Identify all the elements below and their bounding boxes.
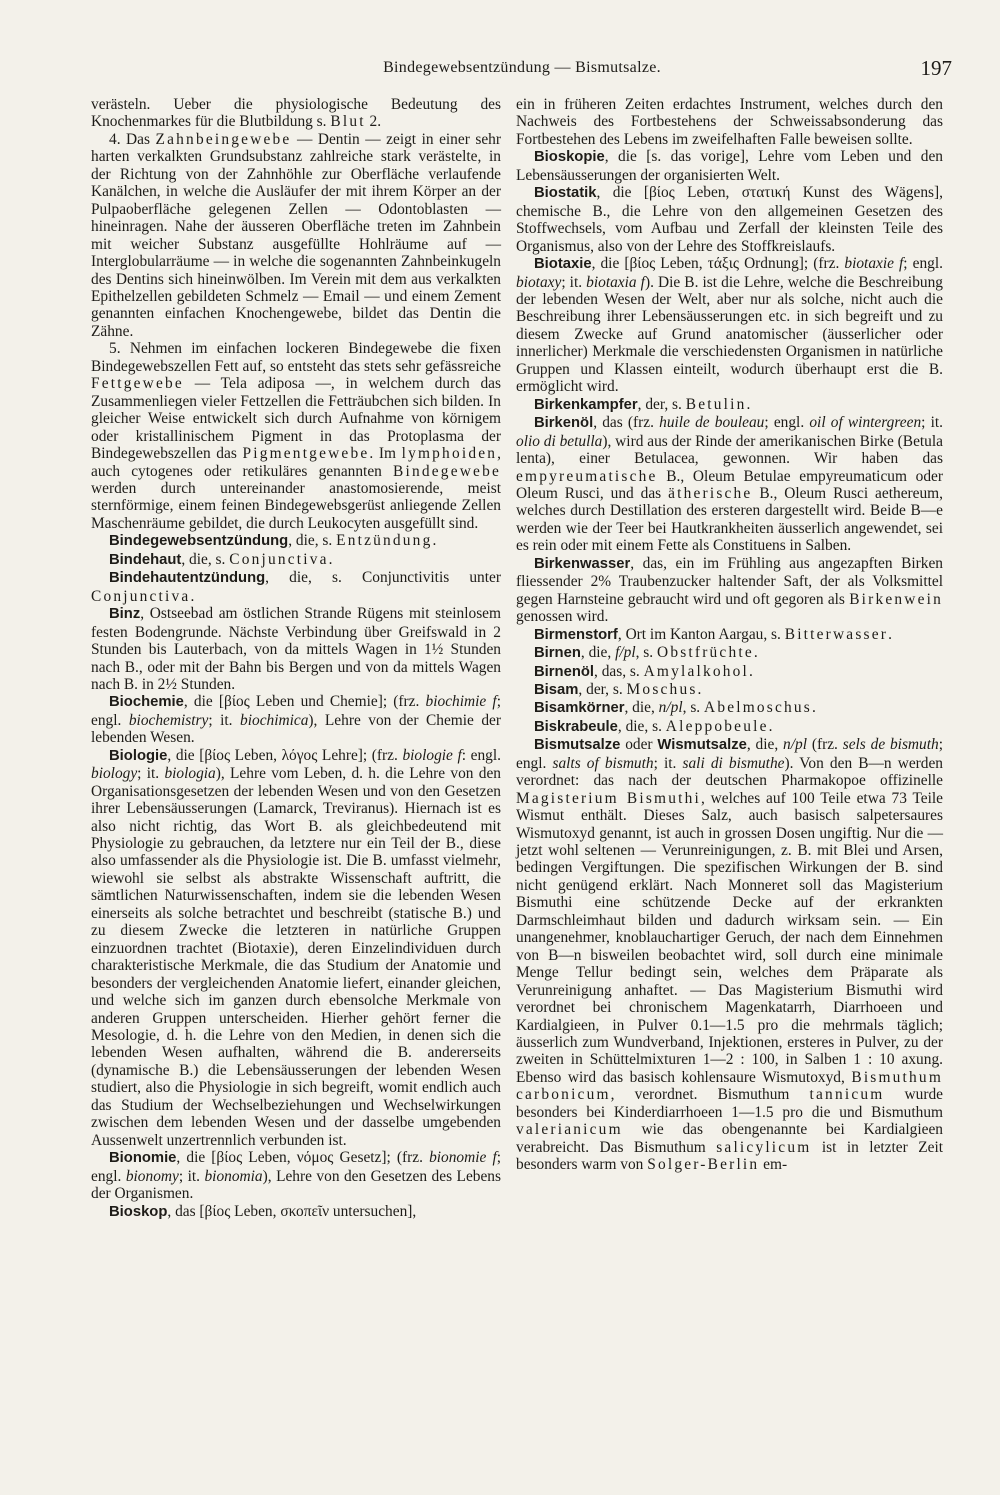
body-text: , der, s. <box>578 680 627 698</box>
dictionary-paragraph <box>516 699 943 717</box>
body-text: , verordnet. Bismuthum <box>610 1086 810 1104</box>
body-text: , Ort im Kanton Aargau, s. <box>617 625 785 643</box>
body-text: . <box>432 532 437 550</box>
body-text: ; it. <box>921 414 943 432</box>
spaced-term: Obstfrüchte <box>657 644 754 662</box>
dictionary-paragraph <box>516 681 943 699</box>
dictionary-paragraph <box>516 396 943 414</box>
italic-term: biotaxie f <box>844 255 904 273</box>
dictionary-paragraph <box>91 569 501 605</box>
body-text: , der, s. <box>637 395 686 413</box>
italic-term: biochimica <box>240 711 309 729</box>
body-text: ; it. <box>561 273 587 291</box>
body-text: B., Oleum Betulae empyreumaticum oder Oleum Rusci, und das <box>516 467 943 502</box>
italic-term: olio di betulla <box>516 432 603 450</box>
dictionary-paragraph <box>91 1149 501 1202</box>
dictionary-paragraph <box>91 340 501 532</box>
body-text: ), Lehre vom Leben, d. h. die Lehre von den Organisationsgesetzen der lebenden Wesen und von den Gesetzen ihrer Lebensäusserungen (Lamarck, Treviranus). Hiernach ist es also nicht richtig, das Wort B. als gleichbedeutend mit Physiologie zu gebrauchen, da letztere nur ein Teil der B., diese also umfassender als die Physiologie ist. Die B. umfasst vielmehr, wiewohl sie selbst als abstrakte Wissenschaft auftritt, die sämtlichen Naturwissenschaften, indem sie die lebenden Wesen einerseits als solche betrachtet und beschreibt (statische B.) und zu diesem Zwecke die letzteren in natürliche Gruppen einzuordnen trachtet (Biotaxie), deren Einzelindividuen durch charakteristische Merkmale, die das Studium der Anatomie und besonders der vergleichenden Anatomie liefert, einander gleichen, und welche sich im ganzen durch ebensolche Merkmale von anderen Gruppen unterscheiden. Hierher gehört ferner die Mesologie, d. h. die Lehre von den Medien, in denen sich die lebenden Wesen aufhalten, während die B. andererseits (dynamische B.) die Lebensäusserungen der lebenden Wesen studiert, also die Physiologie in sich begreift, womit endlich auch das Studium der Wechselbeziehungen und Wechselwirkungen zwischen dem lebenden Wesen und der dasselbe umgebenden Aussenwelt unzertrennlich verbunden ist. <box>91 765 501 1149</box>
body-text: , die [βίος Leben, λόγος Lehre]; (frz. <box>167 746 403 764</box>
body-text: , auch cytogenes oder retikuläres genannten <box>91 445 501 480</box>
body-text: , die, <box>746 736 784 754</box>
body-text: — Tela adiposa —, in welchem durch das Zusammenliegen vieler Fettzellen die Fetträubchen sich bilden. In gleicher Weise entwickelt sich durch Aufnahme von körnigem oder kristallinischem Pigment in das Protoplasma der Bindegewebszellen das <box>91 375 501 463</box>
body-text: ; it. <box>208 711 241 729</box>
spaced-term: Entzündung <box>336 532 433 550</box>
entry-headword: Bisam <box>534 681 579 698</box>
body-text: , die [βίος Leben, στατική Kunst des Wägens], chemische B., die Lehre von den allgemeinen Gesetzen des Stoffwechsels, vom Aufbau und Zerfall der kleinsten Teile des Organismus, also von der Lehre des Stoffkreislaufs. <box>516 184 943 255</box>
dictionary-paragraph <box>516 148 943 184</box>
italic-term: biotaxy <box>516 273 562 291</box>
body-text: ist in letzter Zeit besonders warm von <box>516 1138 943 1174</box>
dictionary-paragraph <box>516 626 943 644</box>
body-text: 4. Das <box>109 130 156 148</box>
italic-term: bionomia <box>204 1167 263 1185</box>
body-text: . <box>753 644 758 662</box>
spaced-term: tannicum <box>809 1086 885 1104</box>
dictionary-paragraph <box>91 96 501 131</box>
body-text: , die [βίος Leben, τάξις Ordnung]; (frz. <box>591 255 845 273</box>
entry-headword: Birkenkampfer <box>534 396 638 413</box>
italic-term: f/pl <box>615 644 636 662</box>
dictionary-paragraph <box>516 96 943 148</box>
running-header <box>92 58 952 80</box>
dictionary-paragraph <box>516 414 943 555</box>
italic-term: salts of bismuth <box>552 754 654 772</box>
spaced-term: Amylalkohol <box>643 662 750 680</box>
spaced-term: Pigmentgewebe <box>242 445 370 463</box>
entry-headword: Biochemie <box>109 694 184 711</box>
spaced-term: Birkenwein <box>849 590 943 608</box>
spaced-term: Blut <box>330 113 366 131</box>
body-text: ; engl. <box>903 255 943 273</box>
body-text: 5. Nehmen im einfachen lockeren Bindegewebe die fixen Bindegewebszellen Fett auf, so entsteht das stets sehr gefässreiche <box>91 340 501 375</box>
entry-headword: Birkenöl <box>534 415 594 432</box>
dictionary-paragraph <box>91 551 501 569</box>
entry-headword: Birnenöl <box>534 663 595 680</box>
body-text: ; engl. <box>91 1149 502 1185</box>
spaced-term: Bismuthum carbonicum <box>516 1068 943 1104</box>
entry-headword: Biologie <box>109 747 168 764</box>
dictionary-paragraph <box>516 644 943 662</box>
body-text: . <box>768 717 773 735</box>
italic-term: huile de bouleau <box>659 414 765 432</box>
body-text: , die [βίος Leben, νόμος Gesetz]; (frz. <box>176 1149 430 1167</box>
body-text: ). Die B. ist die Lehre, welche die Beschreibung der lebenden Wesen der Welt, aber nur als solche, nicht auch die Beschreibung ihrer Lebensäusserungen etc. in sich begreift und zu diesem Zwecke auf Grund anatomischer (äusserlicher oder innerlicher) Merkmale die verschiedensten Organismen in natürliche Gruppen und Klassen einteilt, wodurch überhaupt erst die B. ermöglicht wird. <box>516 273 943 396</box>
body-text: ein in früheren Zeiten erdachtes Instrument, welches durch den Nachweis des Fortbestehens der Schweissabsonderung das Fortbestehen des Lebens im zweifelhaften Falle beweisen sollte. <box>516 96 943 148</box>
body-text: verästeln. Ueber die physiologische Bedeutung des Knochenmarkes für die Blutbildung s. <box>91 96 501 131</box>
entry-headword: Bindegewebsentzündung <box>109 533 289 550</box>
right-column <box>516 96 943 1174</box>
italic-term: biochimie f <box>425 693 497 711</box>
entry-headword: Birmenstorf <box>534 626 618 643</box>
body-text: ). Von den B—n werden verordnet: das nach der deutschen Pharmakopoe offizinelle <box>516 754 943 790</box>
entry-headword: Bionomie <box>109 1150 177 1167</box>
dictionary-paragraph <box>91 131 501 340</box>
entry-headword: Bioskopie <box>534 149 605 166</box>
body-text: . <box>812 699 816 717</box>
entry-headword: Bisamkörner <box>534 700 625 717</box>
body-text: , die, <box>580 644 616 662</box>
body-text: . <box>190 587 195 605</box>
spaced-term: Conjunctiva <box>229 550 329 568</box>
italic-term: sels de bismuth <box>842 736 939 754</box>
page-number: 197 <box>920 56 952 80</box>
body-text: ), Lehre von der Chemie der lebenden Wesen. <box>91 711 501 747</box>
spaced-term: empyreumatische <box>516 467 658 485</box>
left-column <box>91 96 501 1221</box>
spaced-term: lymphoiden <box>401 445 498 463</box>
body-text: , die, s. <box>181 550 230 568</box>
entry-headword: Wismutsalze <box>657 737 747 754</box>
body-text: . Im <box>369 445 402 463</box>
body-text: ), wird aus der Rinde der amerikanischen Birke (Betula lenta), einer Betulacea, gewonnen. Wir haben das <box>516 432 943 468</box>
dictionary-paragraph <box>516 718 943 736</box>
body-text: , die, s. <box>617 717 666 735</box>
spaced-term: Bindegewebe <box>393 462 501 480</box>
body-text: wie das obengenannte bei Kardialgieen verabreicht. Das Bismuthum <box>516 1121 943 1156</box>
dictionary-paragraph <box>516 736 943 1173</box>
dictionary-paragraph <box>516 184 943 255</box>
spaced-term: Abelmoschus <box>704 699 812 717</box>
body-text: , das (frz. <box>593 414 660 432</box>
spaced-term: Moschus <box>626 680 698 698</box>
body-text: ; it. <box>178 1167 205 1185</box>
body-text: , die, s. <box>288 532 337 550</box>
dictionary-paragraph <box>91 747 501 1149</box>
header-title: Bindegewebsentzündung — Bismutsalze. <box>383 59 661 76</box>
body-text: ; it. <box>653 754 683 772</box>
body-text: 2. <box>365 113 382 131</box>
body-text: , s. <box>635 644 657 662</box>
body-text: genossen wird. <box>516 608 609 626</box>
entry-headword: Bindehaut <box>109 551 182 568</box>
body-text: , s. <box>682 699 705 717</box>
entry-headword: Binz <box>109 606 141 623</box>
body-text: . <box>697 680 702 698</box>
spaced-term: Bitterwasser <box>784 625 889 643</box>
italic-term: biologia <box>164 765 216 783</box>
entry-headword: Bioskop <box>109 1203 168 1220</box>
italic-term: bionomie f <box>429 1149 497 1167</box>
spaced-term: Magisterium Bismuthi <box>516 789 701 807</box>
italic-term: n/pl <box>783 736 807 754</box>
spaced-term: salicylicum <box>716 1138 812 1156</box>
body-text: , welches auf 100 Teile etwa 73 Teile Wismut enthält. Dieses Salz, auch basisch salpetersaures Wismutoxyd genannt, ist auch in grossen Dosen ungiftig. Nur die — jetzt wohl seltenen — Verunreinigungen, z. B. mit Blei und Arsen, bedingen Vergiftungen. Die spezifischen Wirkungen der B. sind nicht genügend erklärt. Nach Monneret soll das Magisterium Bismuthi eine schützende Decke auf der erkrankten Darmschleimhaut bilden und dadurch wirksam sein. — Ein unangenehmer, knoblauchartiger Geruch, der nach dem Einnehmen von B—n bisweilen beobachtet wird, soll durch eine minimale Menge Tellur bedingt sein, welches dem Präparate als Verunreinigung anhaftet. — Das Magisterium Bismuthi wird verordnet bei chronischem Magenkatarrh, Diarrhoeen und Kardialgieen, in Pulver 0.1—1.5 pro die mehrmals täglich; äusserlich zum Wundverband, Injektionen, ersteres in Pulver, zu der zweiten in Schüttelmixturen 1—2 : 100, in Salben 1 : 10 axung. Ebenso wird das basisch kohlensaure Wismutoxyd, <box>516 789 943 1086</box>
italic-term: n/pl <box>658 699 683 717</box>
spaced-term: valerianicum <box>516 1121 623 1139</box>
dictionary-paragraph <box>516 555 943 626</box>
body-text: ), Lehre von den Gesetzen des Lebens der Organismen. <box>91 1167 501 1203</box>
italic-term: biochemistry <box>128 711 209 729</box>
body-text: werden durch untereinander anastomosierende, meist sternförmige, einem feinen Bindegewebsgerüst anliegende Zellen Maschenräume gebildet, die durch Leukocyten ausgefüllt sind. <box>91 479 501 532</box>
body-text: em- <box>759 1156 788 1174</box>
body-text: ; engl. <box>91 693 501 729</box>
dictionary-paragraph <box>91 1203 501 1221</box>
italic-term: bionomy <box>125 1167 179 1185</box>
entry-headword: Biostatik <box>534 185 597 202</box>
italic-term: oil of wintergreen <box>809 414 922 432</box>
body-text: . <box>328 550 333 568</box>
body-text: (frz. <box>806 736 843 754</box>
body-text: wurde besonders bei Kinderdiarrhoeen 1—1.5 pro die und Bismuthum <box>516 1086 944 1121</box>
body-text: : engl. <box>461 746 501 764</box>
entry-headword: Bismutsalze <box>534 737 621 754</box>
body-text: . <box>746 395 751 413</box>
body-text: , Ostseebad am östlichen Strande Rügens mit steinlosem festen Bodengrunde. Nächste Verbindung über Greifswald in 2 Stunden bis Lauterbach, von da mittels Wagen in 1½ Stunden nach B., oder mit der Bahn bis Bergen und von da mittels Wagen nach B. in 2½ Stunden. <box>91 605 501 693</box>
spaced-term: Zahnbeingewebe <box>155 130 292 148</box>
entry-headword: Birnen <box>534 645 581 662</box>
body-text: B., Oleum Rusci aethereum, welches durch Destillation des ersteren dargestellt wird. Beide B—e werden wie der Teer bei Hautkrankheiten äusserlich angewendet, sei es rein oder mit einem Fette als Constituens in Salben. <box>516 484 943 555</box>
dictionary-paragraph <box>91 532 501 550</box>
spaced-term: Solger-Berlin <box>647 1156 760 1174</box>
body-text: , das [βίος Leben, σκοπεῖν untersuchen], <box>167 1202 417 1220</box>
body-text: , die [βίος Leben und Chemie]; (frz. <box>183 693 426 711</box>
dictionary-paragraph <box>516 255 943 396</box>
body-text: . <box>888 625 892 643</box>
body-text: ; it. <box>137 765 165 783</box>
spaced-term: Aleppobeule <box>665 717 769 735</box>
body-text: , das, ein im Frühling aus angezapften Birken fliessender 2% Traubenzucker haltender Saft, der als Volksmittel gegen Harnsteine gebraucht wird und oft gegoren als <box>516 554 943 608</box>
body-text: oder <box>620 736 658 754</box>
entry-headword: Birkenwasser <box>534 555 631 572</box>
body-text: , die, <box>624 699 659 717</box>
body-text: ; engl. <box>764 414 810 432</box>
body-text: , die, s. Conjunctivitis unter <box>265 569 501 587</box>
entry-headword: Biskrabeule <box>534 718 618 735</box>
spaced-term: Fettgewebe <box>91 375 184 393</box>
spaced-term: Betulin <box>685 395 747 413</box>
body-text: — Dentin — zeigt in einer sehr harten verkalkten Grundsubstanz zahlreiche stark verästelte, in der Richtung von der Zahnhöhle zur Oberfläche verlaufende Kanälchen, in welche die Ausläufer der mit ihrem Körper an der Pulpaoberfläche gelegenen Zellen — Odontoblasten — hineinragen. Nahe der äusseren Oberfläche treten im Zahnbein mit weicher Substanz ausgefüllte Hohlräume auf — Interglobularräume — in welche die sogenannten Zahnbeinkugeln des Dentins sich hineinwölben. Im Verein mit dem aus verkalkten Epithelzellen gebildeten Schmelz — Email — und einem Zement genannten einfachen Knochengewebe, bildet das Dentin die Zähne. <box>91 130 501 340</box>
spaced-term: Conjunctiva <box>91 587 191 605</box>
italic-term: biology <box>91 765 138 783</box>
dictionary-paragraph <box>91 693 501 746</box>
italic-term: biologie f <box>402 746 462 764</box>
dictionary-paragraph <box>516 663 943 681</box>
body-text: , das, s. <box>594 662 644 680</box>
spaced-term: ätherische <box>668 484 753 502</box>
entry-headword: Biotaxie <box>534 256 592 273</box>
body-text: , die [s. das vorige], Lehre vom Leben und den Lebensäusserungen der organisierten Welt. <box>516 148 943 184</box>
italic-term: biotaxia f <box>586 273 645 291</box>
body-text: ; engl. <box>516 736 943 772</box>
italic-term: sali di bismuthe <box>682 754 785 772</box>
body-text: . <box>749 662 753 680</box>
entry-headword: Bindehautentzündung <box>109 570 266 587</box>
dictionary-paragraph <box>91 605 501 693</box>
